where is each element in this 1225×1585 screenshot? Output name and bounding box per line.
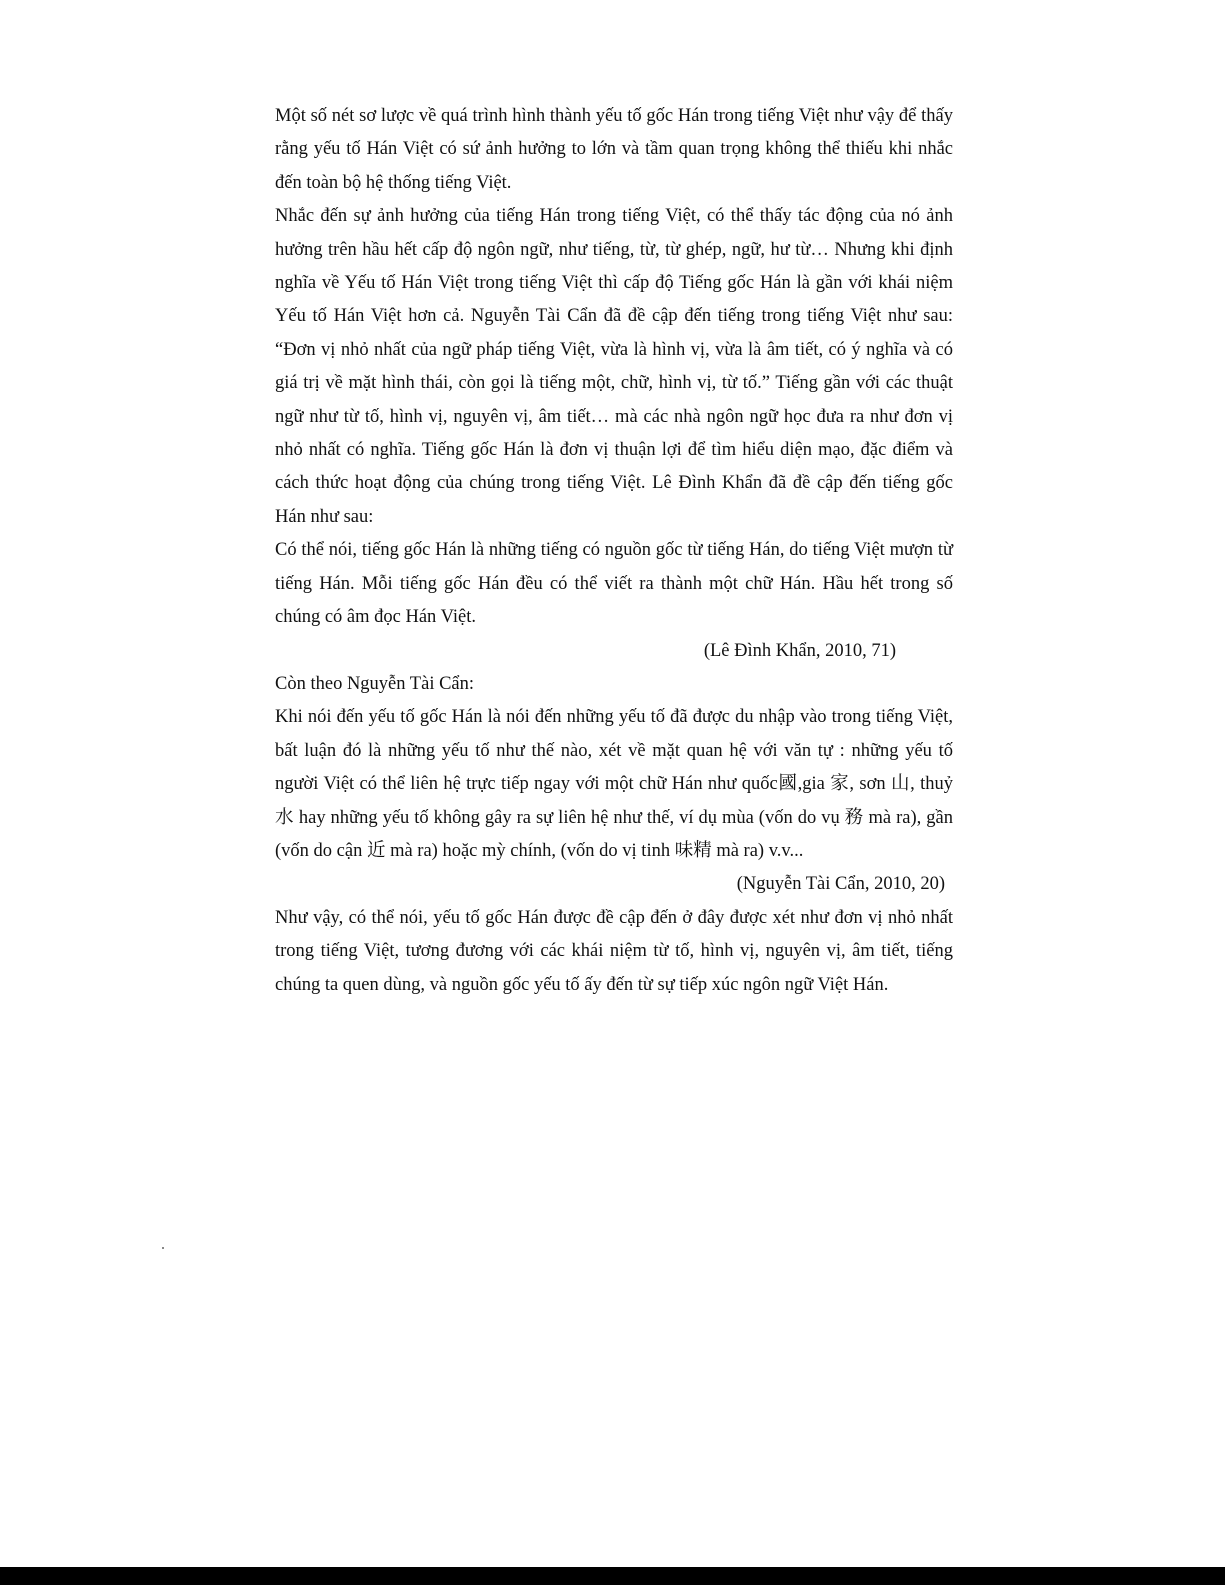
- paragraph-lead-in: Còn theo Nguyễn Tài Cẩn:: [275, 673, 475, 694]
- quote-nguyen-tai-can: Khi nói đến yếu tố gốc Hán là nói đến những yếu tố đã được du nhập vào trong tiếng Việt, bất luận đó là những yếu tố như thế nào, xét về mặt quan hệ với văn tự : những yếu tố người Việt có thể liên hệ trực tiếp ngay với một chữ Hán như quốc國,gia 家, sơn 山, thuỷ 水 hay những yếu tố không gây ra sự liên hệ như thế, ví dụ mùa (vốn do vụ 務 mà ra), gần (vốn do cận 近 mà ra) hoặc mỳ chính, (vốn do vị tinh 味精 mà ra) v.v...: [275, 707, 953, 861]
- paragraph-main: Nhắc đến sự ảnh hưởng của tiếng Hán trong tiếng Việt, có thể thấy tác động của nó ảnh hưởng trên hầu hết cấp độ ngôn ngữ, như tiếng, từ, từ ghép, ngữ, hư từ… Nhưng khi định nghĩa về Yếu tố Hán Việt trong tiếng Việt thì cấp độ Tiếng gốc Hán là gần với khái niệm Yếu tố Hán Việt hơn cả. Nguyễn Tài Cẩn đã đề cập đến tiếng trong tiếng Việt như sau: “Đơn vị nhỏ nhất của ngữ pháp tiếng Việt, vừa là hình vị, vừa là âm tiết, có ý nghĩa và có giá trị về mặt hình thái, còn gọi là tiếng một, chữ, hình vị, từ tố.” Tiếng gần với các thuật ngữ như từ tố, hình vị, nguyên vị, âm tiết… mà các nhà ngôn ngữ học đưa ra như đơn vị nhỏ nhất có nghĩa. Tiếng gốc Hán là đơn vị thuận lợi để tìm hiểu diện mạo, đặc điểm và cách thức hoạt động của chúng trong tiếng Việt. Lê Đình Khẩn đã đề cập đến tiếng gốc Hán như sau:: [275, 206, 953, 527]
- scan-speck: [162, 1247, 164, 1249]
- paragraph-intro: Một số nét sơ lược về quá trình hình thành yếu tố gốc Hán trong tiếng Việt như vậy để thấy rằng yếu tố Hán Việt có sứ ảnh hưởng to lớn và tầm quan trọng không thể thiếu khi nhắc đến toàn bộ hệ thống tiếng Việt.: [275, 106, 953, 193]
- citation-nguyen-tai-can: (Nguyễn Tài Cẩn, 2010, 20): [736, 874, 945, 895]
- quote-le-dinh-khan: Có thể nói, tiếng gốc Hán là những tiếng có nguồn gốc từ tiếng Hán, do tiếng Việt mượn từ tiếng Hán. Mỗi tiếng gốc Hán đều có thể viết ra thành một chữ Hán. Hầu hết trong số chúng có âm đọc Hán Việt.: [275, 540, 953, 628]
- document-page: [275, 100, 953, 1002]
- citation-le-dinh-khan: (Lê Đình Khẩn, 2010, 71): [703, 640, 896, 661]
- paragraph-conclusion: Như vậy, có thể nói, yếu tố gốc Hán được đề cập đến ở đây được xét như đơn vị nhỏ nhất trong tiếng Việt, tương đương với các khái niệm từ tố, hình vị, nguyên vị, âm tiết, tiếng chúng ta quen dùng, và nguồn gốc yếu tố ấy đến từ sự tiếp xúc ngôn ngữ Việt Hán.: [275, 907, 953, 995]
- scan-bottom-border: [0, 1567, 1225, 1585]
